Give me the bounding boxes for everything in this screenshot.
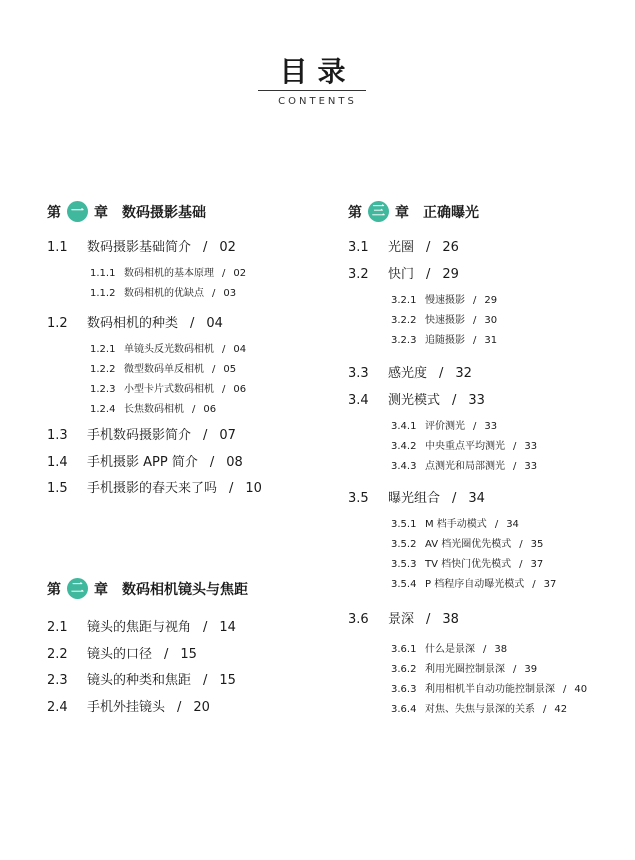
subsection-number: 1.2.2 [90,364,116,375]
separator: / [222,268,226,279]
subsection-title: P 档程序自动曝光模式 [425,579,525,590]
chapter-suffix: 章 [395,204,409,221]
page-number: 34 [468,491,485,506]
section-number: 3.5 [348,491,369,506]
subsection-title: 追随摄影 [425,335,465,346]
subsection-title: 对焦、失焦与景深的关系 [425,704,535,715]
page-number: 33 [484,421,498,432]
subsection-number: 3.2.1 [391,295,417,306]
subsection-number: 1.1.1 [90,268,116,279]
page-number: 29 [484,295,498,306]
separator: / [543,704,547,715]
separator: / [473,295,477,306]
page-number: 15 [180,647,197,662]
page-number: 04 [233,344,247,355]
section-number: 1.1 [47,240,68,255]
separator: / [513,461,517,472]
separator: / [439,366,444,381]
subsection-number: 1.2.4 [90,404,116,415]
chapter-suffix: 章 [94,581,108,598]
separator: / [519,539,523,550]
section-title: 手机数码摄影简介 [87,428,192,443]
separator: / [426,612,431,627]
page-number: 35 [530,539,544,550]
separator: / [513,441,517,452]
subsection-number: 1.2.1 [90,344,116,355]
chapter-title: 正确曝光 [423,204,479,221]
subsection-title: M 档手动模式 [425,519,487,530]
toc-section-entry[interactable] [348,487,485,506]
separator: / [519,559,523,570]
toc-subsection-entry[interactable] [90,284,236,299]
section-number: 2.2 [47,647,68,662]
separator: / [532,579,536,590]
separator: / [222,344,226,355]
subsection-number: 3.6.3 [391,684,417,695]
page-number: 34 [506,519,519,530]
section-title: 感光度 [388,366,428,381]
subsection-number: 1.1.2 [90,288,116,299]
toc-subsection-entry[interactable] [391,575,556,590]
section-number: 3.4 [348,393,369,408]
toc-subsection-entry[interactable] [90,400,216,415]
section-title: 镜头的口径 [87,647,153,662]
toc-subsection-entry[interactable] [391,311,497,326]
toc-section-entry[interactable] [47,312,223,331]
page-number: 29 [442,267,459,282]
chapter-prefix: 第 [47,204,61,221]
page-number: 37 [543,579,557,590]
subsection-title: TV 档快门优先模式 [425,559,512,570]
subsection-title: 长焦数码相机 [124,404,184,415]
subsection-title: 慢速摄影 [425,295,465,306]
chapter-prefix: 第 [348,204,362,221]
page-number: 10 [245,481,262,496]
toc-section-entry[interactable] [47,451,243,470]
toc-subsection-entry[interactable] [391,291,497,306]
subsection-title: 利用光圈控制景深 [425,664,505,675]
page-number: 31 [484,335,498,346]
page-number: 42 [554,704,568,715]
separator: / [473,315,477,326]
page-number: 30 [484,315,498,326]
page-title: 目录 [279,55,356,88]
toc-subsection-entry[interactable] [391,535,543,550]
page-number: 02 [219,240,236,255]
chapter-heading[interactable] [348,201,479,222]
separator: / [563,684,567,695]
toc-section-entry[interactable] [47,616,236,635]
separator: / [190,316,195,331]
subsection-number: 3.5.2 [391,539,417,550]
section-number: 1.5 [47,481,68,496]
subsection-number: 3.5.4 [391,579,417,590]
separator: / [212,364,216,375]
subsection-title: 微型数码单反相机 [124,364,204,375]
page-number: 33 [468,393,485,408]
section-title: 手机摄影的春天来了吗 [87,481,218,496]
toc-section-entry[interactable] [348,236,459,255]
subsection-title: AV 档光圈优先模式 [425,539,512,550]
page-subtitle: CONTENTS [278,96,357,107]
toc-subsection-entry[interactable] [391,331,497,346]
subsection-title: 点测光和局部测光 [425,461,505,472]
section-number: 1.2 [47,316,68,331]
toc-subsection-entry[interactable] [90,264,246,279]
toc-subsection-entry[interactable] [391,640,507,655]
separator: / [164,647,169,662]
toc-subsection-entry[interactable] [90,380,246,395]
toc-subsection-entry[interactable] [391,457,537,472]
page-number: 14 [219,620,236,635]
chapter-number-badge: 三 [368,201,389,222]
chapter-number-badge: 一 [67,201,88,222]
chapter-number-badge: 二 [67,578,88,599]
page-number: 02 [233,268,247,279]
section-title: 快门 [388,267,415,282]
section-title: 手机外挂镜头 [87,700,166,715]
page-number: 38 [442,612,459,627]
toc-subsection-entry[interactable] [391,660,537,675]
page-number: 38 [494,644,508,655]
separator: / [203,428,208,443]
page-number: 07 [219,428,236,443]
separator: / [426,240,431,255]
subsection-number: 3.2.2 [391,315,417,326]
page-number: 04 [206,316,223,331]
section-number: 2.4 [47,700,68,715]
section-number: 1.4 [47,455,68,470]
toc-section-entry[interactable] [348,362,472,381]
section-number: 2.3 [47,673,68,688]
chapter-title: 数码摄影基础 [122,204,206,221]
subsection-title: 小型卡片式数码相机 [124,384,214,395]
section-title: 景深 [388,612,415,627]
toc-subsection-entry[interactable] [391,555,543,570]
section-title: 数码相机的种类 [87,316,179,331]
toc-section-entry[interactable] [348,389,485,408]
toc-section-entry[interactable] [47,669,236,688]
toc-section-entry[interactable] [47,236,236,255]
toc-section-entry[interactable] [47,424,236,443]
subsection-number: 3.4.3 [391,461,417,472]
separator: / [177,700,182,715]
subsection-number: 3.6.1 [391,644,417,655]
subsection-number: 3.5.1 [391,519,417,530]
page-number: 40 [574,684,588,695]
toc-subsection-entry[interactable] [391,417,497,432]
separator: / [473,421,477,432]
chapter-heading[interactable] [47,578,248,599]
page-number: 06 [203,404,217,415]
subsection-number: 3.4.1 [391,421,417,432]
separator: / [203,240,208,255]
title-divider [258,90,366,91]
separator: / [222,384,226,395]
section-number: 1.3 [47,428,68,443]
toc-section-entry[interactable] [47,696,210,715]
toc-section-entry[interactable] [47,643,197,662]
section-number: 2.1 [47,620,68,635]
page-number: 05 [223,364,237,375]
subsection-title: 数码相机的基本原理 [124,268,214,279]
toc-subsection-entry[interactable] [391,680,587,695]
section-number: 3.2 [348,267,369,282]
section-title: 光圈 [388,240,415,255]
subsection-title: 单镜头反光数码相机 [124,344,214,355]
subsection-number: 1.2.3 [90,384,116,395]
separator: / [483,644,487,655]
subsection-title: 评价测光 [425,421,465,432]
page-number: 37 [530,559,544,570]
section-number: 3.1 [348,240,369,255]
page-number: 03 [223,288,237,299]
toc-section-entry[interactable] [348,608,459,627]
subsection-title: 快速摄影 [425,315,465,326]
toc-subsection-entry[interactable] [90,360,236,375]
page-number: 33 [524,441,538,452]
separator: / [473,335,477,346]
subsection-title: 什么是景深 [425,644,475,655]
subsection-number: 3.5.3 [391,559,417,570]
section-title: 测光模式 [388,393,441,408]
toc-section-entry[interactable] [47,477,262,496]
section-title: 数码摄影基础简介 [87,240,192,255]
subsection-title: 中央重点平均测光 [425,441,505,452]
subsection-number: 3.4.2 [391,441,417,452]
separator: / [452,491,457,506]
page-number: 39 [524,664,538,675]
subsection-number: 3.6.2 [391,664,417,675]
toc-subsection-entry[interactable] [90,340,246,355]
subsection-number: 3.6.4 [391,704,417,715]
page-number: 26 [442,240,459,255]
subsection-number: 3.2.3 [391,335,417,346]
section-title: 镜头的焦距与视角 [87,620,192,635]
toc-subsection-entry[interactable] [391,515,519,530]
page-number: 33 [524,461,538,472]
chapter-suffix: 章 [94,204,108,221]
chapter-prefix: 第 [47,581,61,598]
section-number: 3.6 [348,612,369,627]
separator: / [192,404,196,415]
separator: / [212,288,216,299]
subsection-title: 利用相机半自动功能控制景深 [425,684,555,695]
separator: / [513,664,517,675]
separator: / [203,673,208,688]
subsection-title: 数码相机的优缺点 [124,288,204,299]
page-number: 06 [233,384,247,395]
chapter-heading[interactable] [47,201,206,222]
separator: / [203,620,208,635]
separator: / [209,455,215,470]
section-title: 手机摄影 APP 简介 [87,455,198,470]
chapter-title: 数码相机镜头与焦距 [122,581,248,598]
section-number: 3.3 [348,366,369,381]
page-number: 32 [455,366,472,381]
separator: / [452,393,457,408]
page-number: 20 [193,700,210,715]
toc-section-entry[interactable] [348,263,459,282]
separator: / [494,519,499,530]
page-number: 15 [219,673,236,688]
toc-subsection-entry[interactable] [391,437,537,452]
section-title: 镜头的种类和焦距 [87,673,192,688]
section-title: 曝光组合 [388,491,441,506]
separator: / [426,267,431,282]
toc-subsection-entry[interactable] [391,700,567,715]
separator: / [229,481,234,496]
page-number: 08 [226,455,243,470]
